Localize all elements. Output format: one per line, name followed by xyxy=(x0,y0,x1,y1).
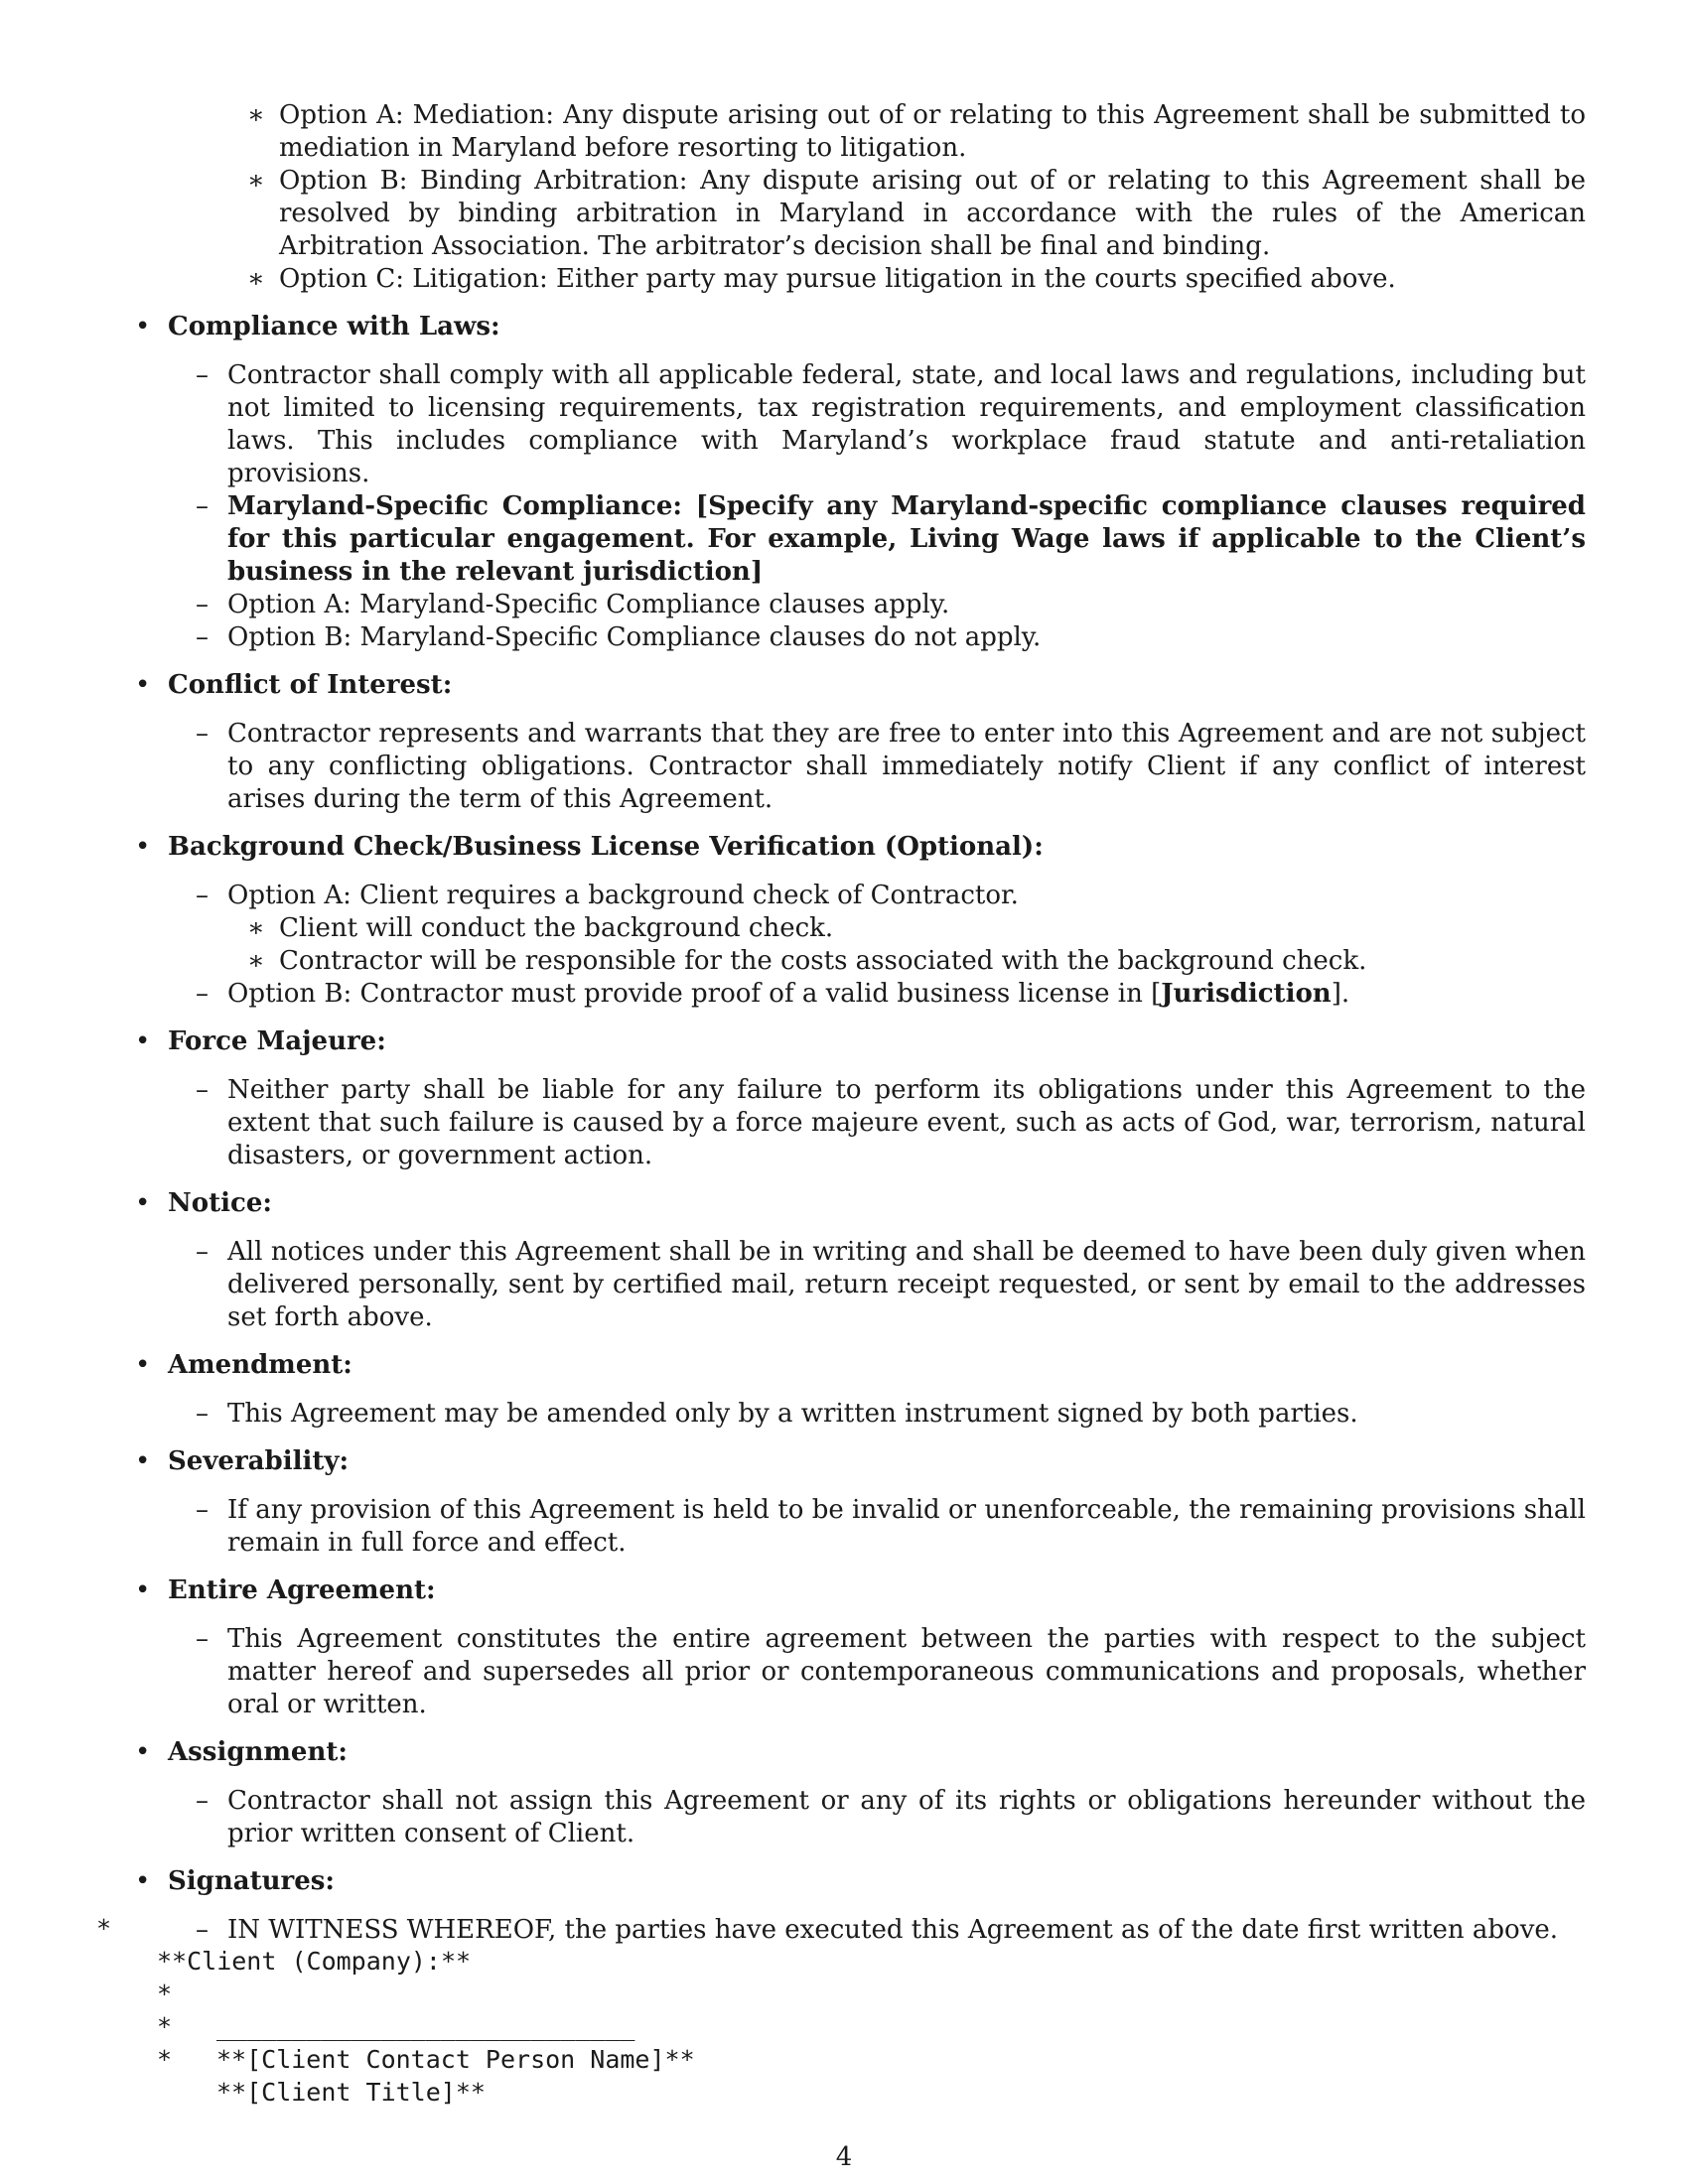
dash-marker: – xyxy=(196,719,209,749)
raw-star-marker: * xyxy=(157,2045,173,2074)
list-item xyxy=(0,359,1688,490)
bullet-marker: • xyxy=(135,1188,151,1218)
contact-name-row xyxy=(0,1978,1688,2074)
section-title: Force Majeure: xyxy=(168,1026,386,1056)
option-c-litigation: Option C: Litigation: Either party may pursue litigation in the courts specified above. xyxy=(279,264,1396,294)
section-heading-assignment xyxy=(0,1736,1688,1769)
option-a-mediation: Option A: Mediation: Any dispute arising out of or relating to this Agreement shall be submitted to mediation in Maryland before resorting to litigation. xyxy=(279,100,1586,163)
bullet-marker: • xyxy=(135,832,151,862)
compliance-option-b: Option B: Maryland-Specific Compliance clauses do not apply. xyxy=(227,622,1042,652)
bullet-marker: • xyxy=(135,1737,151,1767)
severability-text: If any provision of this Agreement is held to be invalid or unenforceable, the remaining provisions shall remain in full force and effect. xyxy=(227,1495,1586,1558)
star-marker: ∗ xyxy=(247,913,265,943)
client-contact-name: **[Client Contact Person Name]** xyxy=(216,2045,695,2074)
bullet-marker: • xyxy=(135,1575,151,1605)
conflict-text: Contractor represents and warrants that they are free to enter into this Agreement and are not subject to any conflicting obligations. Contractor shall immediately notify Client if any conflict of interest arises during the term of this Agreement. xyxy=(227,719,1586,814)
jurisdiction-placeholder: Jurisdiction xyxy=(1161,979,1332,1009)
section-heading-compliance xyxy=(0,311,1688,343)
dash-marker: – xyxy=(196,881,209,910)
section-title: Amendment: xyxy=(168,1350,352,1380)
list-item xyxy=(0,1398,1688,1431)
raw-star-marker: * xyxy=(96,1914,112,1943)
bullet-marker: • xyxy=(135,312,151,341)
section-title: Signatures: xyxy=(168,1866,335,1896)
background-sub-1: Client will conduct the background check. xyxy=(279,913,834,943)
signature-block xyxy=(0,1879,1688,2107)
signatures-text: IN WITNESS WHEREOF, the parties have executed this Agreement as of the date first written above. xyxy=(227,1915,1559,1945)
bullet-marker: • xyxy=(135,1350,151,1380)
signature-line-row xyxy=(0,1945,1688,2041)
dash-marker: – xyxy=(196,979,209,1009)
dash-marker: – xyxy=(196,590,209,619)
section-title: Background Check/Business License Verification (Optional): xyxy=(168,832,1044,862)
section-title: Compliance with Laws: xyxy=(168,312,500,341)
signature-line: ____________________________ xyxy=(216,2012,635,2041)
section-title: Conflict of Interest: xyxy=(168,670,453,700)
compliance-text: Contractor shall comply with all applicable federal, state, and local laws and regulations, including but not limited to licensing requirements, tax registration requirements, and employment classification laws. This includes compliance with Maryland’s workplace fraud statute and anti-retaliation provisions. xyxy=(227,360,1586,488)
section-heading-amendment xyxy=(0,1349,1688,1382)
bullet-marker: • xyxy=(135,1866,151,1896)
star-marker: ∗ xyxy=(247,946,265,976)
bullet-marker: • xyxy=(135,670,151,700)
list-item xyxy=(0,1623,1688,1721)
dash-marker: – xyxy=(196,622,209,652)
list-item xyxy=(0,1494,1688,1560)
list-item xyxy=(0,718,1688,816)
bullet-marker: • xyxy=(135,1026,151,1056)
section-heading-force-majeure xyxy=(0,1025,1688,1058)
section-title: Notice: xyxy=(168,1188,272,1218)
list-item xyxy=(0,945,1688,978)
section-title: Entire Agreement: xyxy=(168,1575,436,1605)
section-heading-notice xyxy=(0,1187,1688,1220)
star-marker: ∗ xyxy=(247,264,265,294)
compliance-option-a: Option A: Maryland-Specific Compliance clauses apply. xyxy=(227,590,950,619)
client-title: **[Client Title]** xyxy=(216,2078,486,2107)
raw-star-marker: * xyxy=(157,2012,173,2041)
maryland-compliance-text: Maryland-Specific Compliance: [Specify any Maryland-specific compliance clauses required for this particular engagement. For example, Living Wage laws if applicable to the Client’s business in the relevant jurisdiction] xyxy=(227,491,1586,587)
dash-marker: – xyxy=(196,1237,209,1267)
section-heading-conflict xyxy=(0,669,1688,702)
list-item xyxy=(0,978,1688,1011)
list-item xyxy=(0,99,1688,165)
document-content xyxy=(0,99,1688,1947)
list-item xyxy=(0,1074,1688,1172)
option-b-arbitration: Option B: Binding Arbitration: Any dispute arising out of or relating to this Agreement shall be resolved by binding arbitration in Maryland in accordance with the rules of the American Arbitration Association. The arbitrator’s decision shall be final and binding. xyxy=(279,166,1586,261)
background-option-b-suffix: ]. xyxy=(1331,979,1350,1009)
list-item xyxy=(0,263,1688,296)
list-item xyxy=(0,621,1688,654)
background-option-b-prefix: Option B: Contractor must provide proof of a valid business license in [ xyxy=(227,979,1162,1009)
section-title: Severability: xyxy=(168,1446,350,1476)
section-heading-entire-agreement xyxy=(0,1574,1688,1607)
star-marker: ∗ xyxy=(247,166,265,196)
section-title: Assignment: xyxy=(168,1737,348,1767)
list-item xyxy=(0,589,1688,621)
dash-marker: – xyxy=(196,1399,209,1429)
dash-marker: – xyxy=(196,1075,209,1105)
background-option-a: Option A: Client requires a background check of Contractor. xyxy=(227,881,1019,910)
dash-marker: – xyxy=(196,1624,209,1654)
section-heading-background xyxy=(0,831,1688,864)
list-item xyxy=(0,912,1688,945)
dash-marker: – xyxy=(196,1786,209,1816)
raw-star-marker: * xyxy=(157,1979,173,2008)
amendment-text: This Agreement may be amended only by a written instrument signed by both parties. xyxy=(227,1399,1358,1429)
background-sub-2: Contractor will be responsible for the costs associated with the background check. xyxy=(279,946,1367,976)
list-item xyxy=(0,1236,1688,1334)
list-item xyxy=(0,1785,1688,1850)
list-item xyxy=(0,165,1688,263)
dash-marker: – xyxy=(196,360,209,390)
entire-agreement-text: This Agreement constitutes the entire agreement between the parties with respect to the subject matter hereof and supersedes all prior or contemporaneous communications and proposals, whether oral or written. xyxy=(227,1624,1586,1719)
star-marker: ∗ xyxy=(247,100,265,130)
list-item xyxy=(0,490,1688,589)
list-item xyxy=(0,880,1688,912)
dash-marker: – xyxy=(196,1495,209,1525)
force-majeure-text: Neither party shall be liable for any failure to perform its obligations under this Agreement to the extent that such failure is caused by a force majeure event, such as acts of God, war, terrorism, natural disasters, or government action. xyxy=(227,1075,1586,1170)
page-number: 4 xyxy=(835,2142,853,2172)
section-heading-severability xyxy=(0,1445,1688,1478)
dash-marker: – xyxy=(196,1915,209,1945)
dash-marker: – xyxy=(196,491,209,521)
client-company-label: **Client (Company):** xyxy=(157,1947,472,1976)
notice-text: All notices under this Agreement shall be in writing and shall be deemed to have been duly given when delivered personally, sent by certified mail, return receipt requested, or sent by email to the addresses set forth above. xyxy=(227,1237,1586,1332)
assignment-text: Contractor shall not assign this Agreement or any of its rights or obligations hereunder without the prior written consent of Client. xyxy=(227,1786,1586,1848)
bullet-marker: • xyxy=(135,1446,151,1476)
